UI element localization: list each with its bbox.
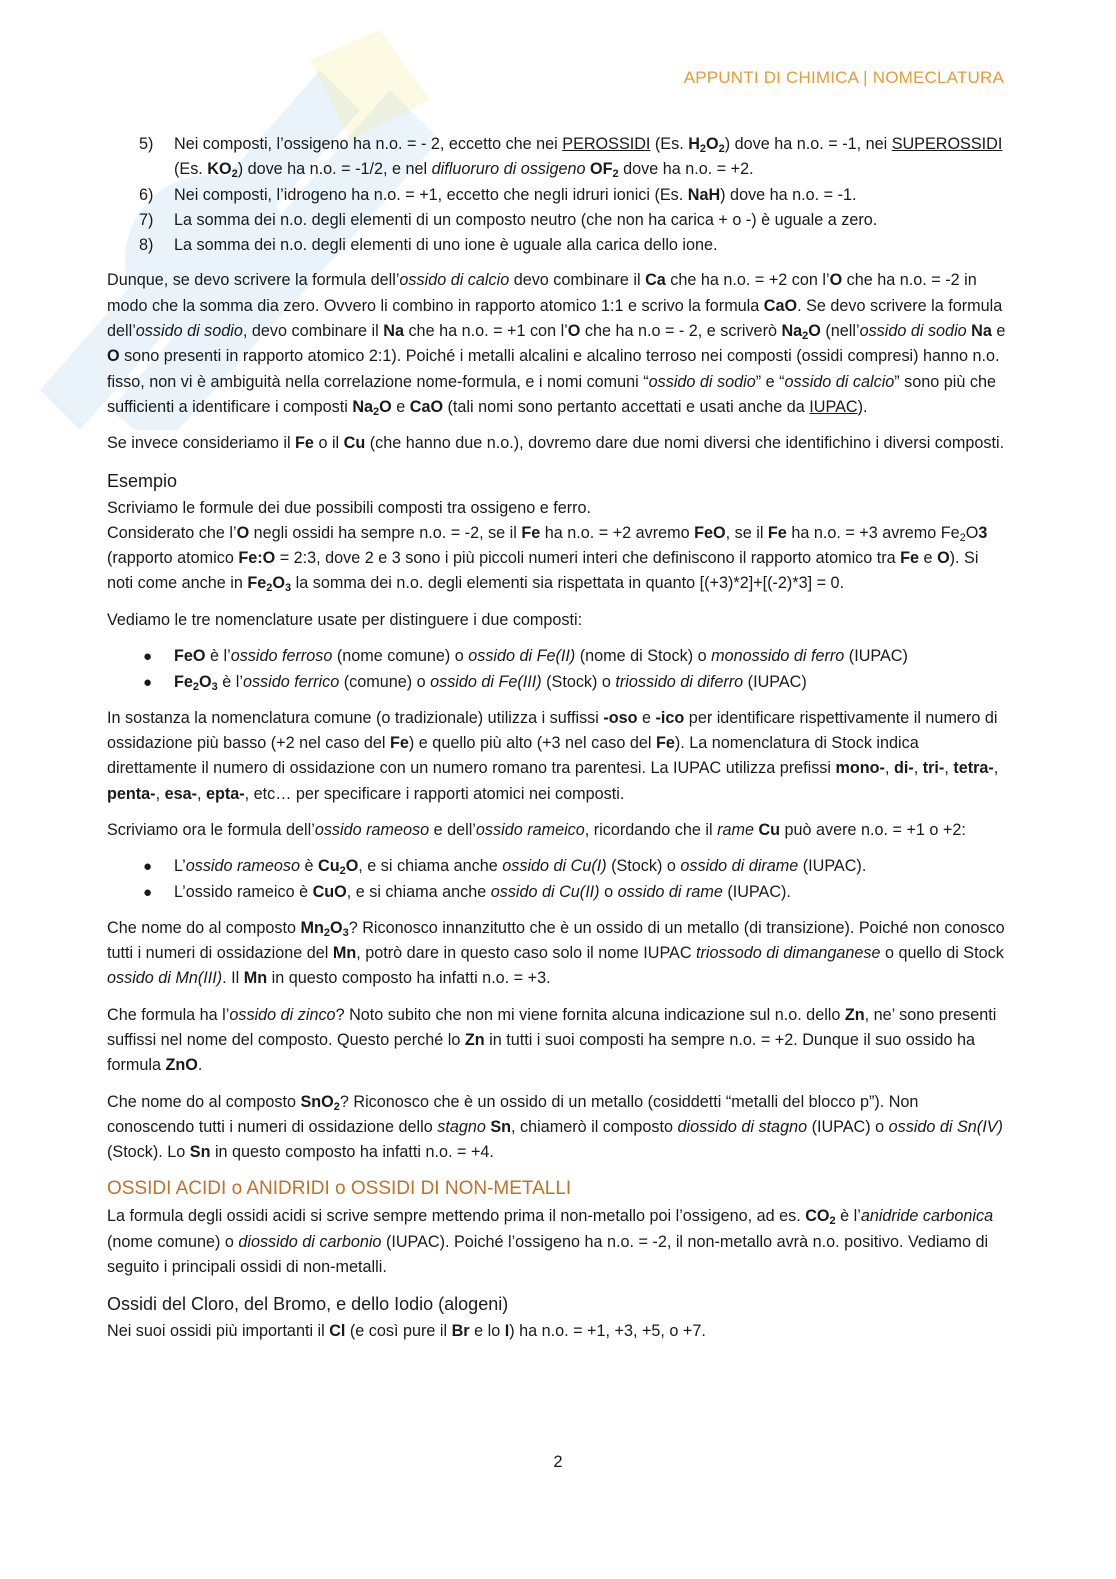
- bullet-list-rame: [107, 854, 1007, 906]
- bullet-list-ferro: [107, 644, 1007, 696]
- section-heading-ossidi-acidi: OSSIDI ACIDI o ANIDRIDI o OSSIDI DI NON-METALLI: [107, 1178, 572, 1200]
- bullet-icon: ●: [143, 674, 153, 692]
- paragraph-ossidi-acidi: La formula degli ossidi acidi si scrive sempre mettendo prima il non-metallo poi l’ossigeno, ad es. $CO_2$ è l’anidride carbonica (nome comune) o diossido di carbonio (IUPAC). Poiché l’ossigeno ha n.o. = -2, il non-metallo avrà n.o. positivo. Vediamo di seguito i principali ossidi di non-metalli.: [107, 1207, 994, 1276]
- list-item: 8) La somma dei n.o. degli elementi di uno ione è uguale alla carica dello ione.: [139, 236, 718, 255]
- paragraph-rame: Scriviamo ora le formula dell’ossido rameoso e dell’ossido rameico, ricordando che il rame Cu può avere n.o. = +1 o +2:: [107, 820, 966, 839]
- list-item: 6) Nei composti, l’idrogeno ha n.o. = +1, eccetto che negli idruri ionici (Es. NaH) dove ha n.o. = -1.: [139, 185, 857, 204]
- bullet-icon: ●: [143, 884, 153, 902]
- list-item: ● L’ossido rameico è CuO, e si chiama anche ossido di Cu(II) o ossido di rame (IUPAC).: [107, 880, 1007, 905]
- list-item: ● FeO è l’ossido ferroso (nome comune) o ossido di Fe(II) (nome di Stock) o monossido di ferro (IUPAC): [107, 644, 1007, 669]
- paragraph-alogeni: Nei suoi ossidi più importanti il Cl (e così pure il Br e lo I) ha n.o. = +1, +3, +5, o +7.: [107, 1322, 706, 1341]
- paragraph-esempio: Scriviamo le formule dei due possibili composti tra ossigeno e ferro. Considerato che l’O negli ossidi ha sempre n.o. = -2, se il Fe ha n.o. = +2 avremo FeO, se il Fe ha n.o. = +3 avremo $Fe_2O3$ (rapporto atomico Fe:O = 2:3, dove 2 e 3 sono i più piccoli numeri interi che definiscono il rapporto atomico tra Fe e O). Si noti come anche in $Fe_2O_3$ la somma dei n.o. degli elementi sia rispettata in quanto [(+3)*2]+[(-2)*3] = 0.: [107, 498, 988, 595]
- heading-esempio: Esempio: [107, 470, 178, 491]
- list-item: ● L’ossido rameoso è $Cu_2O$, e si chiama anche ossido di Cu(I) (Stock) o ossido di dirame (IUPAC).: [107, 854, 1007, 879]
- paragraph-zinco: Che formula ha l’ossido di zinco? Noto subito che non mi viene fornita alcuna indicazione sul n.o. dello Zn, ne’ sono presenti suffissi nel nome del composto. Questo perché lo Zn in tutti i suoi composti ha sempre n.o. = +2. Dunque il suo ossido ha formula ZnO.: [107, 1005, 997, 1075]
- subheading-alogeni: Ossidi del Cloro, del Bromo, e dello Iodio (alogeni): [107, 1294, 509, 1315]
- page-number: 2: [553, 1453, 563, 1471]
- paragraph-ossido-calcio-sodio: Dunque, se devo scrivere la formula dell’ossido di calcio devo combinare il Ca che ha n.o. = +2 con l’O che ha n.o. = -2 in modo che la somma dia zero. Ovvero li combino in rapporto atomico 1:1 e scrivo la formula CaO. Se devo scrivere la formula dell’ossido di sodio, devo combinare il Na che ha n.o. = +1 con l’O che ha n.o = - 2, e scriverò $Na_2O$ (nell’ossido di sodio Na e O sono presenti in rapporto atomico 2:1). Poiché i metalli alcalini e alcalino terroso nei composti (ossidi compresi) hanno n.o. fisso, non vi è ambiguità nella correlazione nome-formula, e i nomi comuni “ossido di sodio” e “ossido di calcio” sono più che sufficienti a identificare i composti $Na_2O$ e CaO (tali nomi sono pertanto accettati e usati anche da IUPAC).: [107, 271, 1006, 418]
- list-item: ● $Fe_2O_3$ è l’ossido ferrico (comune) o ossido di Fe(III) (Stock) o triossido di diferro (IUPAC): [107, 670, 1007, 695]
- page-header: APPUNTI DI CHIMICA | NOMECLATURA: [683, 68, 1004, 87]
- paragraph-fe-cu: Se invece consideriamo il Fe o il Cu (che hanno due n.o.), dovremo dare due nomi diversi che identifichino i diversi composti.: [107, 434, 1005, 453]
- paragraph-nomenclature: Vediamo le tre nomenclature usate per distinguere i due composti:: [107, 610, 583, 629]
- bullet-icon: ●: [143, 648, 153, 666]
- list-item: 7) La somma dei n.o. degli elementi di un composto neutro (che non ha carica + o -) è uguale a zero.: [139, 210, 878, 229]
- paragraph-suffissi: In sostanza la nomenclatura comune (o tradizionale) utilizza i suffissi -oso e -ico per identificare rispettivamente il numero di ossidazione più basso (+2 nel caso del Fe) e quello più alto (+3 nel caso del Fe). La nomenclatura di Stock indica direttamente il numero di ossidazione con un numero romano tra parentesi. La IUPAC utilizza prefissi mono-, di-, tri-, tetra-, penta-, esa-, epta-, etc… per specificare i rapporti atomici nei composti.: [107, 708, 999, 803]
- paragraph-manganese: Che nome do al composto $Mn_2O_3$? Riconosco innanzitutto che è un ossido di un metallo (di transizione). Poiché non conosco tutti i numeri di ossidazione del Mn, potrò dare in questo caso solo il nome IUPAC triossodo di dimanganese o quello di Stock ossido di Mn(III). Il Mn in questo composto ha infatti n.o. = +3.: [107, 918, 1005, 988]
- bullet-icon: ●: [143, 858, 153, 876]
- rules-list: [107, 132, 1007, 258]
- main-content: [107, 132, 1007, 1356]
- paragraph-stagno: Che nome do al composto SnO$_2$? Riconosco che è un ossido di un metallo (cosiddetti “metalli del blocco p”). Non conoscendo tutti i numeri di ossidazione dello stagno Sn, chiamerò il composto diossido di stagno (IUPAC) o ossido di Sn(IV) (Stock). Lo Sn in questo composto ha infatti n.o. = +4.: [107, 1092, 1003, 1162]
- list-item: 5) Nei composti, l’ossigeno ha n.o. = - 2, eccetto che nei PEROSSIDI (Es. $H_2O_2$) dove ha n.o. = -1, nei SUPEROSSIDI (Es. $KO_2$) dove ha n.o. = -1/2, e nel difluoruro di ossigeno $OF_2$ dove ha n.o. = +2.: [139, 135, 1003, 181]
